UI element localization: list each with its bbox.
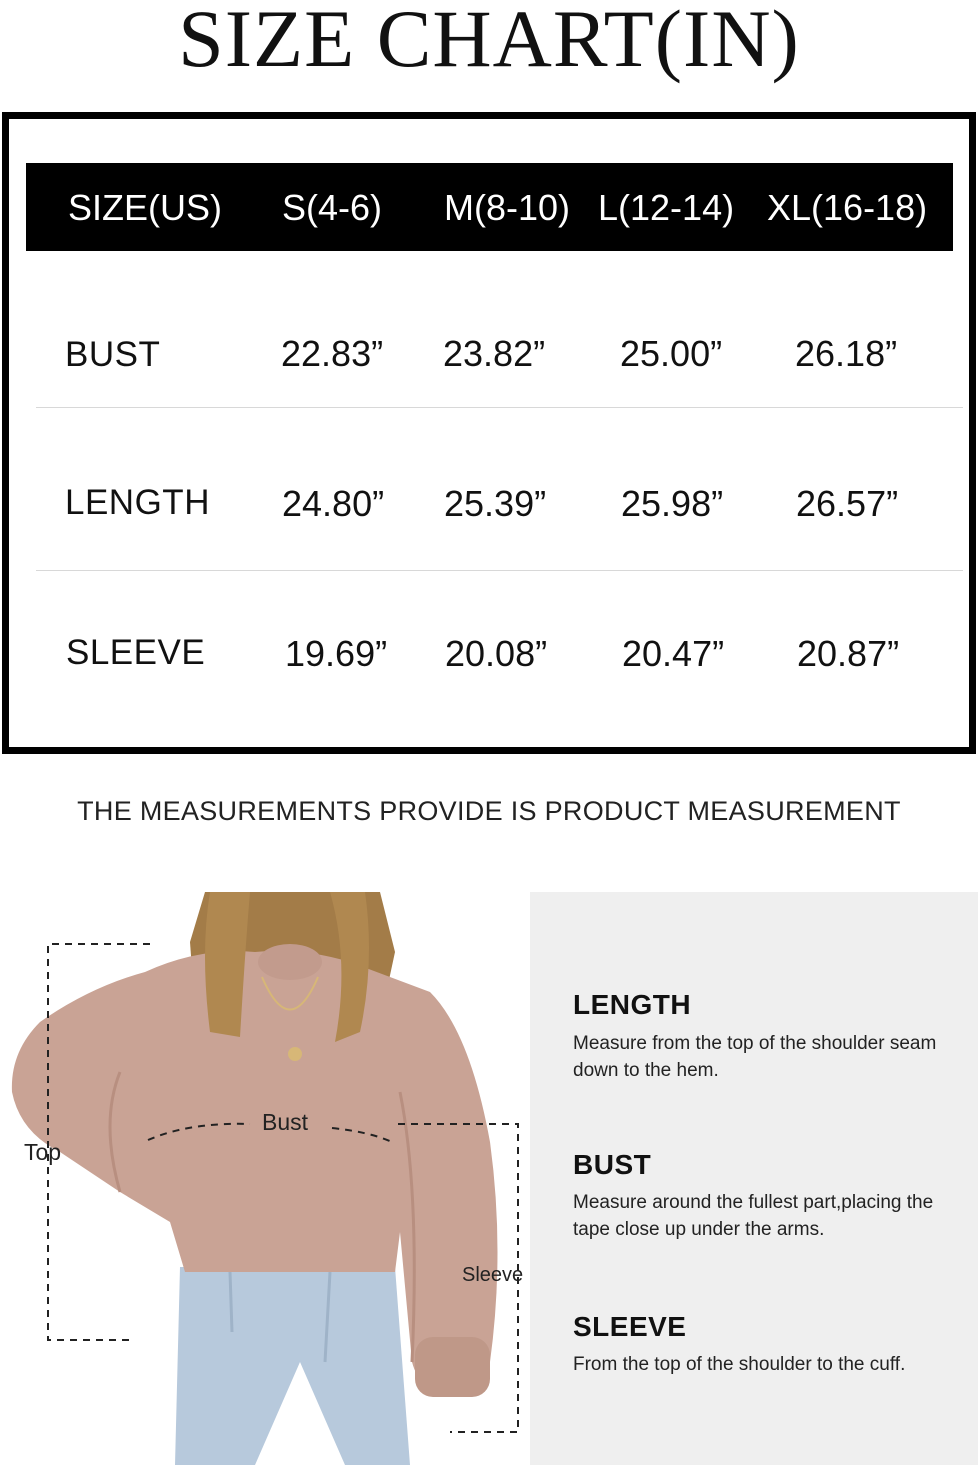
table-cell: 25.00” bbox=[620, 333, 723, 374]
header-size-s: S(4-6) bbox=[282, 187, 383, 228]
measurement-guide-panel bbox=[530, 892, 978, 1465]
table-cell: 26.18” bbox=[795, 333, 898, 374]
guide-length-title: LENGTH bbox=[573, 989, 692, 1020]
table-cell: 25.39” bbox=[444, 483, 547, 524]
row-label: SLEEVE bbox=[66, 633, 206, 672]
table-cell: 20.08” bbox=[445, 633, 548, 674]
row-divider bbox=[36, 407, 963, 408]
model-illustration bbox=[0, 892, 530, 1465]
guide-sleeve-title: SLEEVE bbox=[573, 1311, 687, 1342]
model-photo bbox=[0, 892, 530, 1465]
table-cell: 23.82” bbox=[443, 333, 546, 374]
table-cell: 22.83” bbox=[281, 333, 384, 374]
guide-length-desc: Measure from the top of the shoulder seam down to the hem. bbox=[573, 1033, 937, 1081]
guide-bust-title: BUST bbox=[573, 1149, 652, 1180]
header-size-us: SIZE(US) bbox=[68, 187, 223, 228]
row-divider bbox=[36, 570, 963, 571]
row-label: BUST bbox=[65, 335, 161, 374]
guide-bust-desc: Measure around the fullest part,placing the tape close up under the arms. bbox=[573, 1192, 934, 1240]
header-size-l: L(12-14) bbox=[598, 187, 735, 228]
table-cell: 20.87” bbox=[797, 633, 900, 674]
top-label: Top bbox=[24, 1139, 62, 1165]
guide-sleeve-desc: From the top of the shoulder to the cuff. bbox=[573, 1354, 906, 1375]
measurement-note: THE MEASUREMENTS PROVIDE IS PRODUCT MEASUREMENT bbox=[77, 796, 901, 826]
table-cell: 25.98” bbox=[621, 483, 724, 524]
row-label: LENGTH bbox=[65, 483, 210, 522]
header-size-xl: XL(16-18) bbox=[767, 187, 928, 228]
size-chart-title: SIZE CHART(IN) bbox=[178, 0, 800, 84]
table-cell: 24.80” bbox=[282, 483, 385, 524]
table-cell: 26.57” bbox=[796, 483, 899, 524]
bust-label: Bust bbox=[262, 1109, 309, 1135]
table-cell: 19.69” bbox=[285, 633, 388, 674]
header-size-m: M(8-10) bbox=[444, 187, 571, 228]
table-cell: 20.47” bbox=[622, 633, 725, 674]
sleeve-label: Sleeve bbox=[462, 1264, 524, 1286]
table-header-row bbox=[26, 163, 953, 251]
size-chart-table bbox=[2, 112, 976, 754]
